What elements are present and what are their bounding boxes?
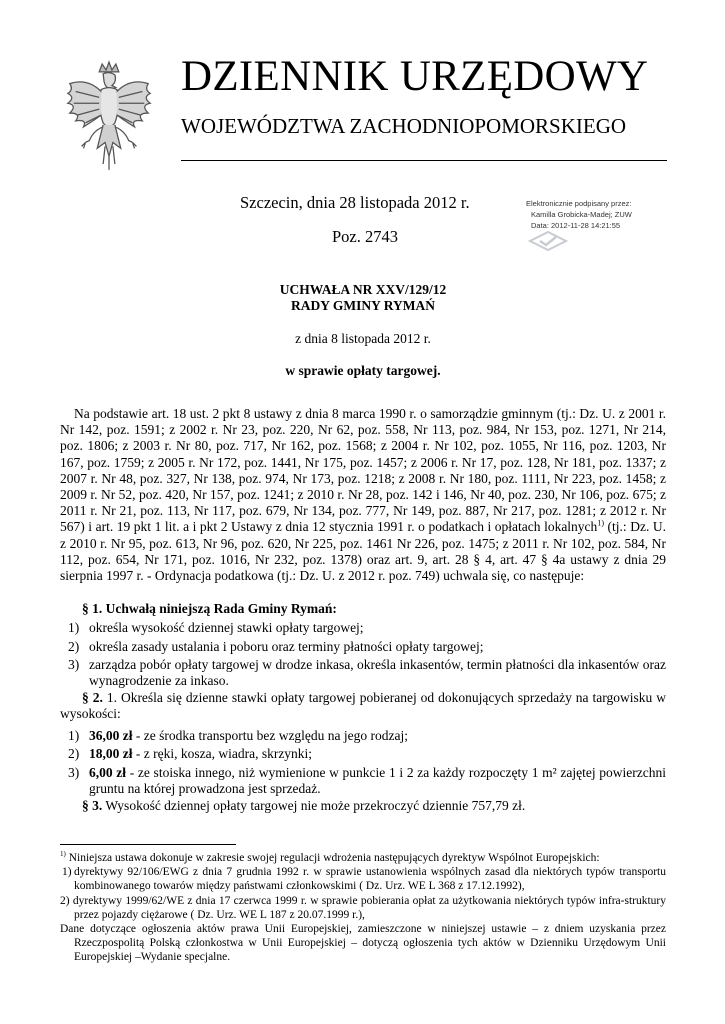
footnote-item-text: dyrektywy 92/106/EWG z dnia 7 grudnia 1992 r. w sprawie ustanowienia wspólnych zasad dla niektórych typów transportu kombinowanego towarów między państwami członkowskimi ( Dz. Urz. WE L 368 z 17.12.1992), (74, 866, 666, 893)
publication-place-date: Szczecin, dnia 28 listopada 2012 r. (240, 193, 470, 212)
section-1-heading: § 1. Uchwałą niniejszą Rada Gminy Rymań: (82, 601, 337, 616)
list-item (60, 746, 666, 762)
publication-position: Poz. 2743 (332, 227, 398, 246)
signature-line-3: Data: 2012-11-28 14:21:55 (531, 221, 621, 230)
footnote-intro (60, 851, 666, 865)
footnote-marker: 1) (60, 850, 66, 859)
list-item-number: 2) (68, 639, 80, 654)
list-item-text (89, 728, 666, 744)
list-item-text: zarządza pobór opłaty targowej w drodze inkasa, określa inkasentów, termin płatności dla inkasentów oraz wynagrodzenie za inkaso. (89, 657, 666, 689)
list-item (60, 728, 666, 744)
rate-description: - ze środka transportu bez względu na jego rodzaj; (132, 728, 409, 743)
rate-description: - z ręki, kosza, wiadra, skrzynki; (132, 746, 313, 761)
rate-amount: 36,00 zł (89, 728, 133, 743)
legal-basis-part-2: (tj.: Dz. U. z 2010 r. Nr 95, poz. 613, Nr 96, poz. 620, Nr 225, poz. 1461 Nr 226, poz. 1475; z 2011 r. Nr 102, poz. 584, Nr 112, poz. 654, Nr 171, poz. 1016, Nr 232, poz. 1378) oraz art. 9, art. 28 § 4, art. 47 § 4a ustawy z dnia 29 sierpnia 1997 r. - Ordynacja podatkowa (tj.: Dz. U. z 2012 r. poz. 749) uchwala się, co następuje: (60, 519, 666, 584)
legal-basis-part-1: Na podstawie art. 18 ust. 2 pkt 8 ustawy z dnia 8 marca 1990 r. o samorządzie gminnym (tj.: Dz. U. z 2001 r. Nr 142, poz. 1591; z 2002 r. Nr 23, poz. 220, Nr 62, poz. 558, Nr 113, poz. 984, Nr 153, poz. 1271, Nr 214, poz. 1806; z 2003 r. Nr 80, poz. 717, Nr 162, poz. 1568; z 2004 r. Nr 102, poz. 1055, Nr 116, poz. 1203, Nr 167, poz. 1759; z 2005 r. Nr 172, poz. 1441, Nr 175, poz. 1457; z 2006 r. Nr 17, poz. 128, Nr 181, poz. 1337; z 2007 r. Nr 48, poz. 327, Nr 138, poz. 974, Nr 173, poz. 1218; z 2008 r. Nr 180, poz. 1111, Nr 223, poz. 1458; z 2009 r. Nr 52, poz. 420, Nr 157, poz. 1241; z 2010 r. Nr 28, poz. 142 i 146, Nr 40, poz. 230, Nr 106, poz. 675; z 2011 r. Nr 21, poz. 113, Nr 117, poz. 679, Nr 134, poz. 777, Nr 149, poz. 887, Nr 217, poz. 1281; z 2012 r. Nr 567) i art. 19 pkt 1 lit. a i pkt 2 Ustawy z dnia 12 stycznia 1991 r. o podatkach i opłatach lokalnych (60, 406, 666, 535)
header-divider (181, 160, 667, 161)
journal-subtitle: WOJEWÓDZTWA ZACHODNIOPOMORSKIEGO (181, 114, 627, 138)
footnote-item-number: 1) (62, 866, 72, 879)
signature-line-2: Kamilla Grobicka-Madej; ZUW (531, 210, 632, 219)
footnote-note: Dane dotyczące ogłoszenia aktów prawa Unii Europejskiej, zamieszczone w niniejszej ustawie – z dniem uzyskania przez Rzeczpospolitą Polską członkostwa w Unii Europejskiej – dotyczą ogłoszenia tych aktów w Dzienniku Urzędowym Unii Europejskiej –Wydanie specjalne. (60, 923, 666, 964)
footnote-divider (60, 844, 236, 845)
section-3-text: Wysokość dziennej opłaty targowej nie może przekroczyć dziennie 757,79 zł. (102, 798, 526, 813)
resolution-number: UCHWAŁA NR XXV/129/12 (279, 282, 447, 297)
rate-description: - ze stoiska innego, niż wymienione w punkcie 1 i 2 za każdy rozpoczęty 1 m² zajętej powierzchni gruntu na której prowadzona jest sprzedaż. (89, 765, 666, 797)
polish-eagle-icon (60, 58, 158, 174)
rate-amount: 18,00 zł (89, 746, 133, 761)
section-3-mark: § 3. (82, 798, 103, 813)
section-2-mark: § 2. (82, 690, 103, 705)
section-2-paragraph (60, 690, 666, 722)
list-item (60, 657, 666, 689)
list-item-text: określa wysokość dziennej stawki opłaty targowej; (89, 620, 364, 635)
list-item-number: 3) (68, 765, 80, 780)
resolution-body: RADY GMINY RYMAŃ (290, 298, 435, 313)
list-item-number: 3) (68, 657, 80, 672)
resolution-subject: w sprawie opłaty targowej. (285, 363, 441, 378)
signature-line-1: Elektronicznie podpisany przez: (526, 199, 632, 208)
list-item-text: określa zasady ustalania i poboru oraz terminy płatności opłaty targowej; (89, 639, 484, 654)
list-item (60, 765, 666, 797)
journal-title: DZIENNIK URZĘDOWY (181, 53, 649, 100)
resolution-date: z dnia 8 listopada 2012 r. (295, 331, 431, 346)
list-item-number: 1) (68, 728, 80, 743)
section-3-paragraph (60, 798, 666, 814)
signature-check-icon (528, 230, 568, 252)
footnote-intro-text: Niniejsza ustawa dokonuje w zakresie swojej regulacji wdrożenia następujących dyrektyw Wspólnot Europejskich: (65, 852, 600, 864)
section-2-text: 1. Określa się dzienne stawki opłaty targowej pobieranej od dokonujących sprzedaży na targowisku w wysokości: (60, 690, 667, 722)
footnotes (60, 851, 666, 965)
list-item (60, 620, 666, 636)
legal-basis-paragraph (60, 406, 666, 584)
electronic-signature-box (526, 198, 676, 231)
footnote-reference: 1) (597, 518, 604, 528)
list-item-number: 1) (68, 620, 80, 635)
footnote-item: 2) dyrektywy 1999/62/WE z dnia 17 czerwca 1999 r. w sprawie pobierania opłat za użytkowania niektórych typów infra-struktury przez pojazdy ciężarowe ( Dz. Urz. WE L 187 z 20.07.1999 r.), (60, 894, 666, 921)
list-item-text (89, 746, 666, 762)
list-item-number: 2) (68, 746, 80, 761)
list-item (60, 639, 666, 655)
rate-amount: 6,00 zł (89, 765, 127, 780)
list-item-text (89, 765, 666, 797)
footnote-item (60, 865, 666, 893)
